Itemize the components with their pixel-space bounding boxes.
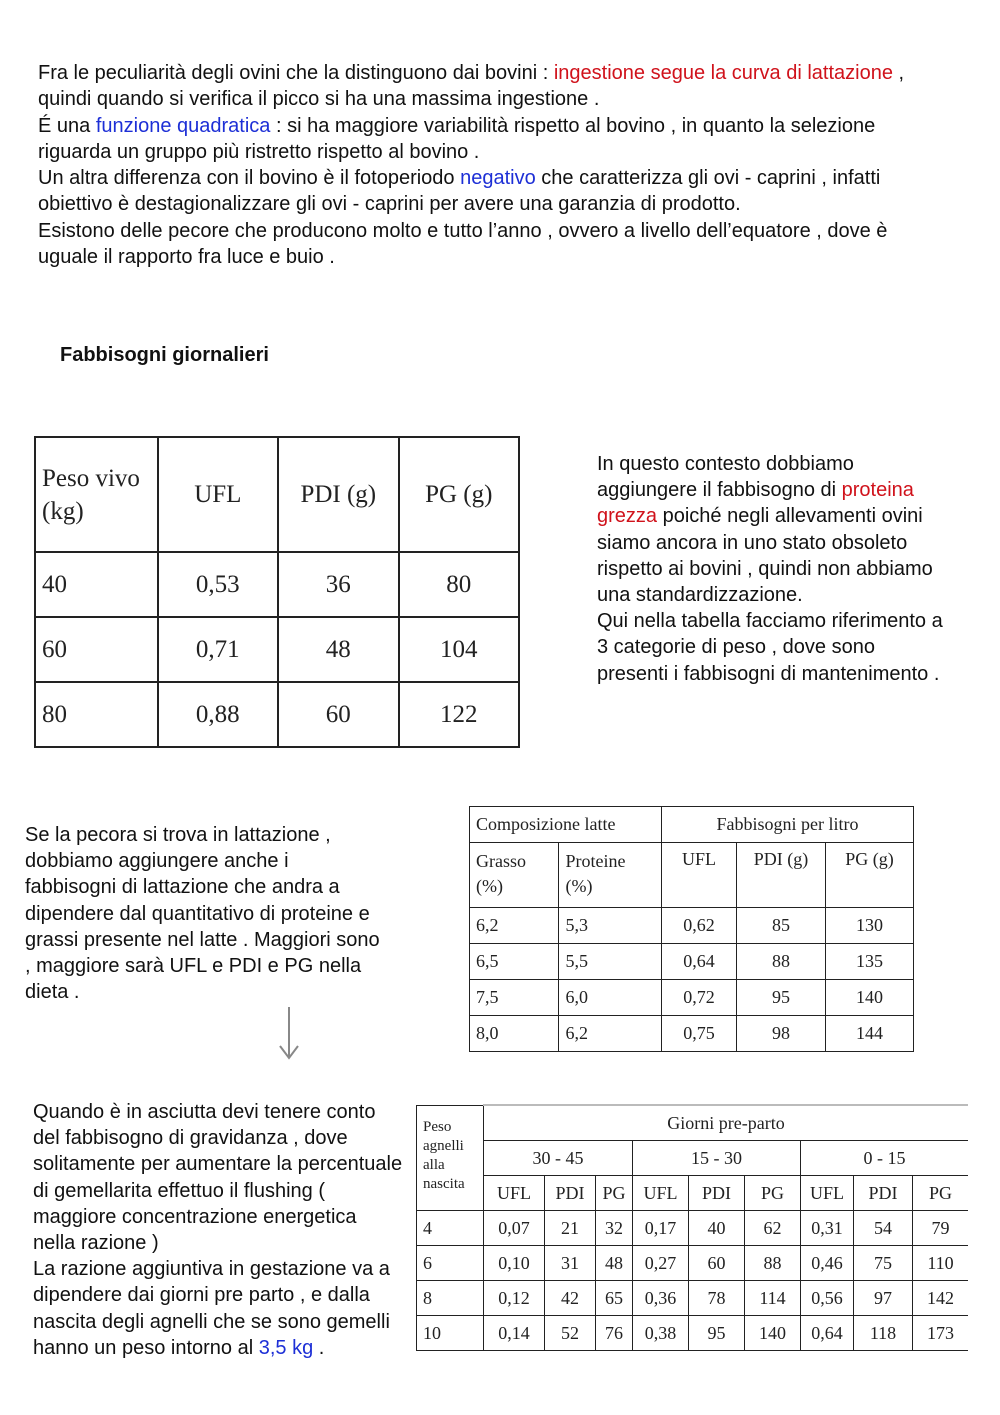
table-cell: 88 (745, 1246, 801, 1281)
table-cell: 0,27 (633, 1246, 689, 1281)
pregnancy-note (33, 1099, 403, 1361)
table-cell: 135 (826, 944, 914, 980)
table-cell: 36 (278, 552, 398, 617)
table-cell: 21 (545, 1211, 596, 1246)
table-cell: 48 (596, 1246, 633, 1281)
intro-highlight-blue: funzione quadratica (95, 114, 271, 137)
table-cell: 75 (854, 1246, 913, 1281)
table-cell: 140 (745, 1316, 801, 1351)
table-cell: 10 (417, 1316, 484, 1351)
table-cell: 0,31 (801, 1211, 854, 1246)
table-cell: 32 (596, 1211, 633, 1246)
table-header-cell: UFL (662, 843, 737, 908)
table-header-cell: PG (g) (399, 437, 519, 552)
arrow-down-icon (276, 1005, 302, 1061)
table-cell: 95 (689, 1316, 745, 1351)
table-cell: 122 (399, 682, 519, 747)
table-cell: 142 (913, 1281, 969, 1316)
table-cell: 95 (737, 980, 826, 1016)
table-header-cell: PG (596, 1176, 633, 1211)
pregnancy-requirements-table (416, 1104, 968, 1351)
table-cell: 144 (826, 1016, 914, 1052)
table-cell: 40 (35, 552, 158, 617)
table-cell: 42 (545, 1281, 596, 1316)
table-cell: 0,72 (662, 980, 737, 1016)
note-text: Quando è in asciutta devi tenere conto del fabbisogno di gravidanza , dove solitamente per aumentare la percentuale di gemellarita effettuo il flushing ( maggiore concentrazione energetica nella razione ) (33, 1101, 403, 1255)
table-cell: 62 (745, 1211, 801, 1246)
note-highlight-blue: 3,5 kg (258, 1336, 314, 1359)
table-cell: 48 (278, 617, 398, 682)
table-period-header: 30 - 45 (484, 1141, 633, 1176)
table-cell: 52 (545, 1316, 596, 1351)
table-cell: 0,17 (633, 1211, 689, 1246)
table-cell: 54 (854, 1211, 913, 1246)
table-cell: 118 (854, 1316, 913, 1351)
table-header-row (417, 1105, 969, 1141)
intro-text: Esistono delle pecore che producono molto e tutto l’anno , ovvero a livello dell’equatore , dove è uguale il rapporto fra luce e buio . (38, 219, 888, 269)
table-cell: 0,38 (633, 1316, 689, 1351)
table-cell: 6,2 (470, 908, 559, 944)
table-header-cell: PG (913, 1176, 969, 1211)
table-cell: 130 (826, 908, 914, 944)
table-header-row (417, 1176, 969, 1211)
table-header-cell: PDI (689, 1176, 745, 1211)
table-cell: 0,46 (801, 1246, 854, 1281)
table-header-cell: PDI (g) (278, 437, 398, 552)
table-header-cell: UFL (633, 1176, 689, 1211)
table-cell: 60 (689, 1246, 745, 1281)
note-text: poiché negli allevamenti ovini siamo ancora in uno stato obsoleto rispetto ai bovini , quindi non abbiamo una standardizzazione. (597, 505, 933, 607)
table-cell: 6 (417, 1246, 484, 1281)
table-cell: 88 (737, 944, 826, 980)
table-cell: 0,56 (801, 1281, 854, 1316)
table-header-cell: PDI (g) (737, 843, 826, 908)
intro-text: Fra le peculiarità degli ovini che la distinguono dai bovini : (38, 62, 554, 84)
table-header-cell: PG (g) (826, 843, 914, 908)
table-group-header: Giorni pre-parto (484, 1105, 969, 1141)
table-header-cell: PG (745, 1176, 801, 1211)
table-row (417, 1211, 969, 1246)
table-cell: 104 (399, 617, 519, 682)
table-cell: 0,88 (158, 682, 279, 747)
table-cell: 5,5 (559, 944, 662, 980)
note-text: In questo contesto dobbiamo aggiungere il fabbisogno di (597, 453, 854, 502)
table-group-header: Composizione latte (470, 807, 662, 843)
table-cell: 76 (596, 1316, 633, 1351)
table-cell: 98 (737, 1016, 826, 1052)
table-row (470, 944, 914, 980)
lactation-note: Se la pecora si trova in lattazione , dobbiamo aggiungere anche i fabbisogni di lattazione che andra a dipendere dal quantitativo di proteine e grassi presente nel latte . Maggiori sono , maggiore sarà UFL e PDI e PG nella dieta . (25, 824, 380, 1004)
table-cell: 80 (399, 552, 519, 617)
table-cell: 31 (545, 1246, 596, 1281)
table-row (417, 1316, 969, 1351)
table-cell: 6,0 (559, 980, 662, 1016)
table-cell: 7,5 (470, 980, 559, 1016)
note-text: Qui nella tabella facciamo riferimento a 3 categorie di peso , dove sono presenti i fabbisogni di mantenimento . (597, 610, 943, 685)
table-cell: 65 (596, 1281, 633, 1316)
table-header-cell: Peso vivo (kg) (35, 437, 158, 552)
table-cell: 0,71 (158, 617, 279, 682)
table-header-cell: Peso agnelli alla nascita (417, 1105, 484, 1211)
lactation-requirements-table (469, 806, 914, 1052)
table-cell: 5,3 (559, 908, 662, 944)
table-header-cell: UFL (158, 437, 279, 552)
section-heading: Fabbisogni giornalieri (60, 344, 269, 366)
table-cell: 85 (737, 908, 826, 944)
table-header-cell: Proteine (%) (559, 843, 662, 908)
table-cell: 140 (826, 980, 914, 1016)
table-cell: 0,10 (484, 1246, 545, 1281)
table-row (35, 617, 519, 682)
table-row (35, 682, 519, 747)
table-cell: 60 (278, 682, 398, 747)
table-row (470, 908, 914, 944)
intro-text: che caratterizza gli ovi - caprini , infatti obiettivo è destagionalizzare gli ovi - caprini per avere una garanzia di prodotto. (38, 167, 881, 216)
table-row (470, 980, 914, 1016)
maintenance-requirements-table (34, 436, 520, 748)
table-cell: 0,12 (484, 1281, 545, 1316)
note-text: La razione aggiuntiva in gestazione va a dipendere dai giorni pre parto , e dalla nascita degli agnelli che se sono gemelli hanno un peso intorno al (33, 1258, 390, 1359)
table-cell: 110 (913, 1246, 969, 1281)
intro-text: : si ha maggiore variabilità rispetto al bovino , in quanto la selezione riguarda un gruppo più ristretto rispetto al bovino . (38, 114, 876, 163)
intro-text: Un altra differenza con il bovino è il fotoperiodo (38, 167, 461, 190)
table-header-cell: PDI (854, 1176, 913, 1211)
table-header-row (35, 437, 519, 552)
table-cell: 78 (689, 1281, 745, 1316)
table-row (470, 1016, 914, 1052)
table-cell: 40 (689, 1211, 745, 1246)
table-cell: 0,07 (484, 1211, 545, 1246)
table-header-cell: UFL (484, 1176, 545, 1211)
table-header-row (470, 843, 914, 908)
table-cell: 79 (913, 1211, 969, 1246)
table-cell: 0,14 (484, 1316, 545, 1351)
table-cell: 6,2 (559, 1016, 662, 1052)
table-cell: 0,64 (801, 1316, 854, 1351)
table-cell: 0,64 (662, 944, 737, 980)
table-group-header: Fabbisogni per litro (662, 807, 914, 843)
table-cell: 4 (417, 1211, 484, 1246)
table-cell: 114 (745, 1281, 801, 1316)
table-header-cell: UFL (801, 1176, 854, 1211)
table-header-cell: PDI (545, 1176, 596, 1211)
table-cell: 0,75 (662, 1016, 737, 1052)
table-cell: 0,62 (662, 908, 737, 944)
table-cell: 173 (913, 1316, 969, 1351)
intro-paragraph (38, 60, 938, 270)
table-cell: 80 (35, 682, 158, 747)
table-period-header: 0 - 15 (801, 1141, 969, 1176)
table-header-row (470, 807, 914, 843)
table-cell: 0,36 (633, 1281, 689, 1316)
intro-text: , quindi quando si verifica il picco si ha una massima ingestione . (38, 62, 905, 111)
table-cell: 60 (35, 617, 158, 682)
table-header-cell: Grasso (%) (470, 843, 559, 908)
note-highlight-red: proteina grezza (597, 479, 914, 528)
table-period-header: 15 - 30 (633, 1141, 801, 1176)
table-row (417, 1281, 969, 1316)
table-header-row (417, 1141, 969, 1176)
note-text: . (313, 1336, 325, 1359)
table-row (417, 1246, 969, 1281)
table-cell: 8 (417, 1281, 484, 1316)
protein-note (597, 451, 947, 687)
intro-text: É una (38, 114, 96, 137)
intro-highlight-blue: negativo (460, 167, 536, 190)
table-cell: 0,53 (158, 552, 279, 617)
table-cell: 97 (854, 1281, 913, 1316)
table-cell: 6,5 (470, 944, 559, 980)
table-row (35, 552, 519, 617)
intro-highlight-red: ingestione segue la curva di lattazione (553, 62, 893, 84)
table-cell: 8,0 (470, 1016, 559, 1052)
